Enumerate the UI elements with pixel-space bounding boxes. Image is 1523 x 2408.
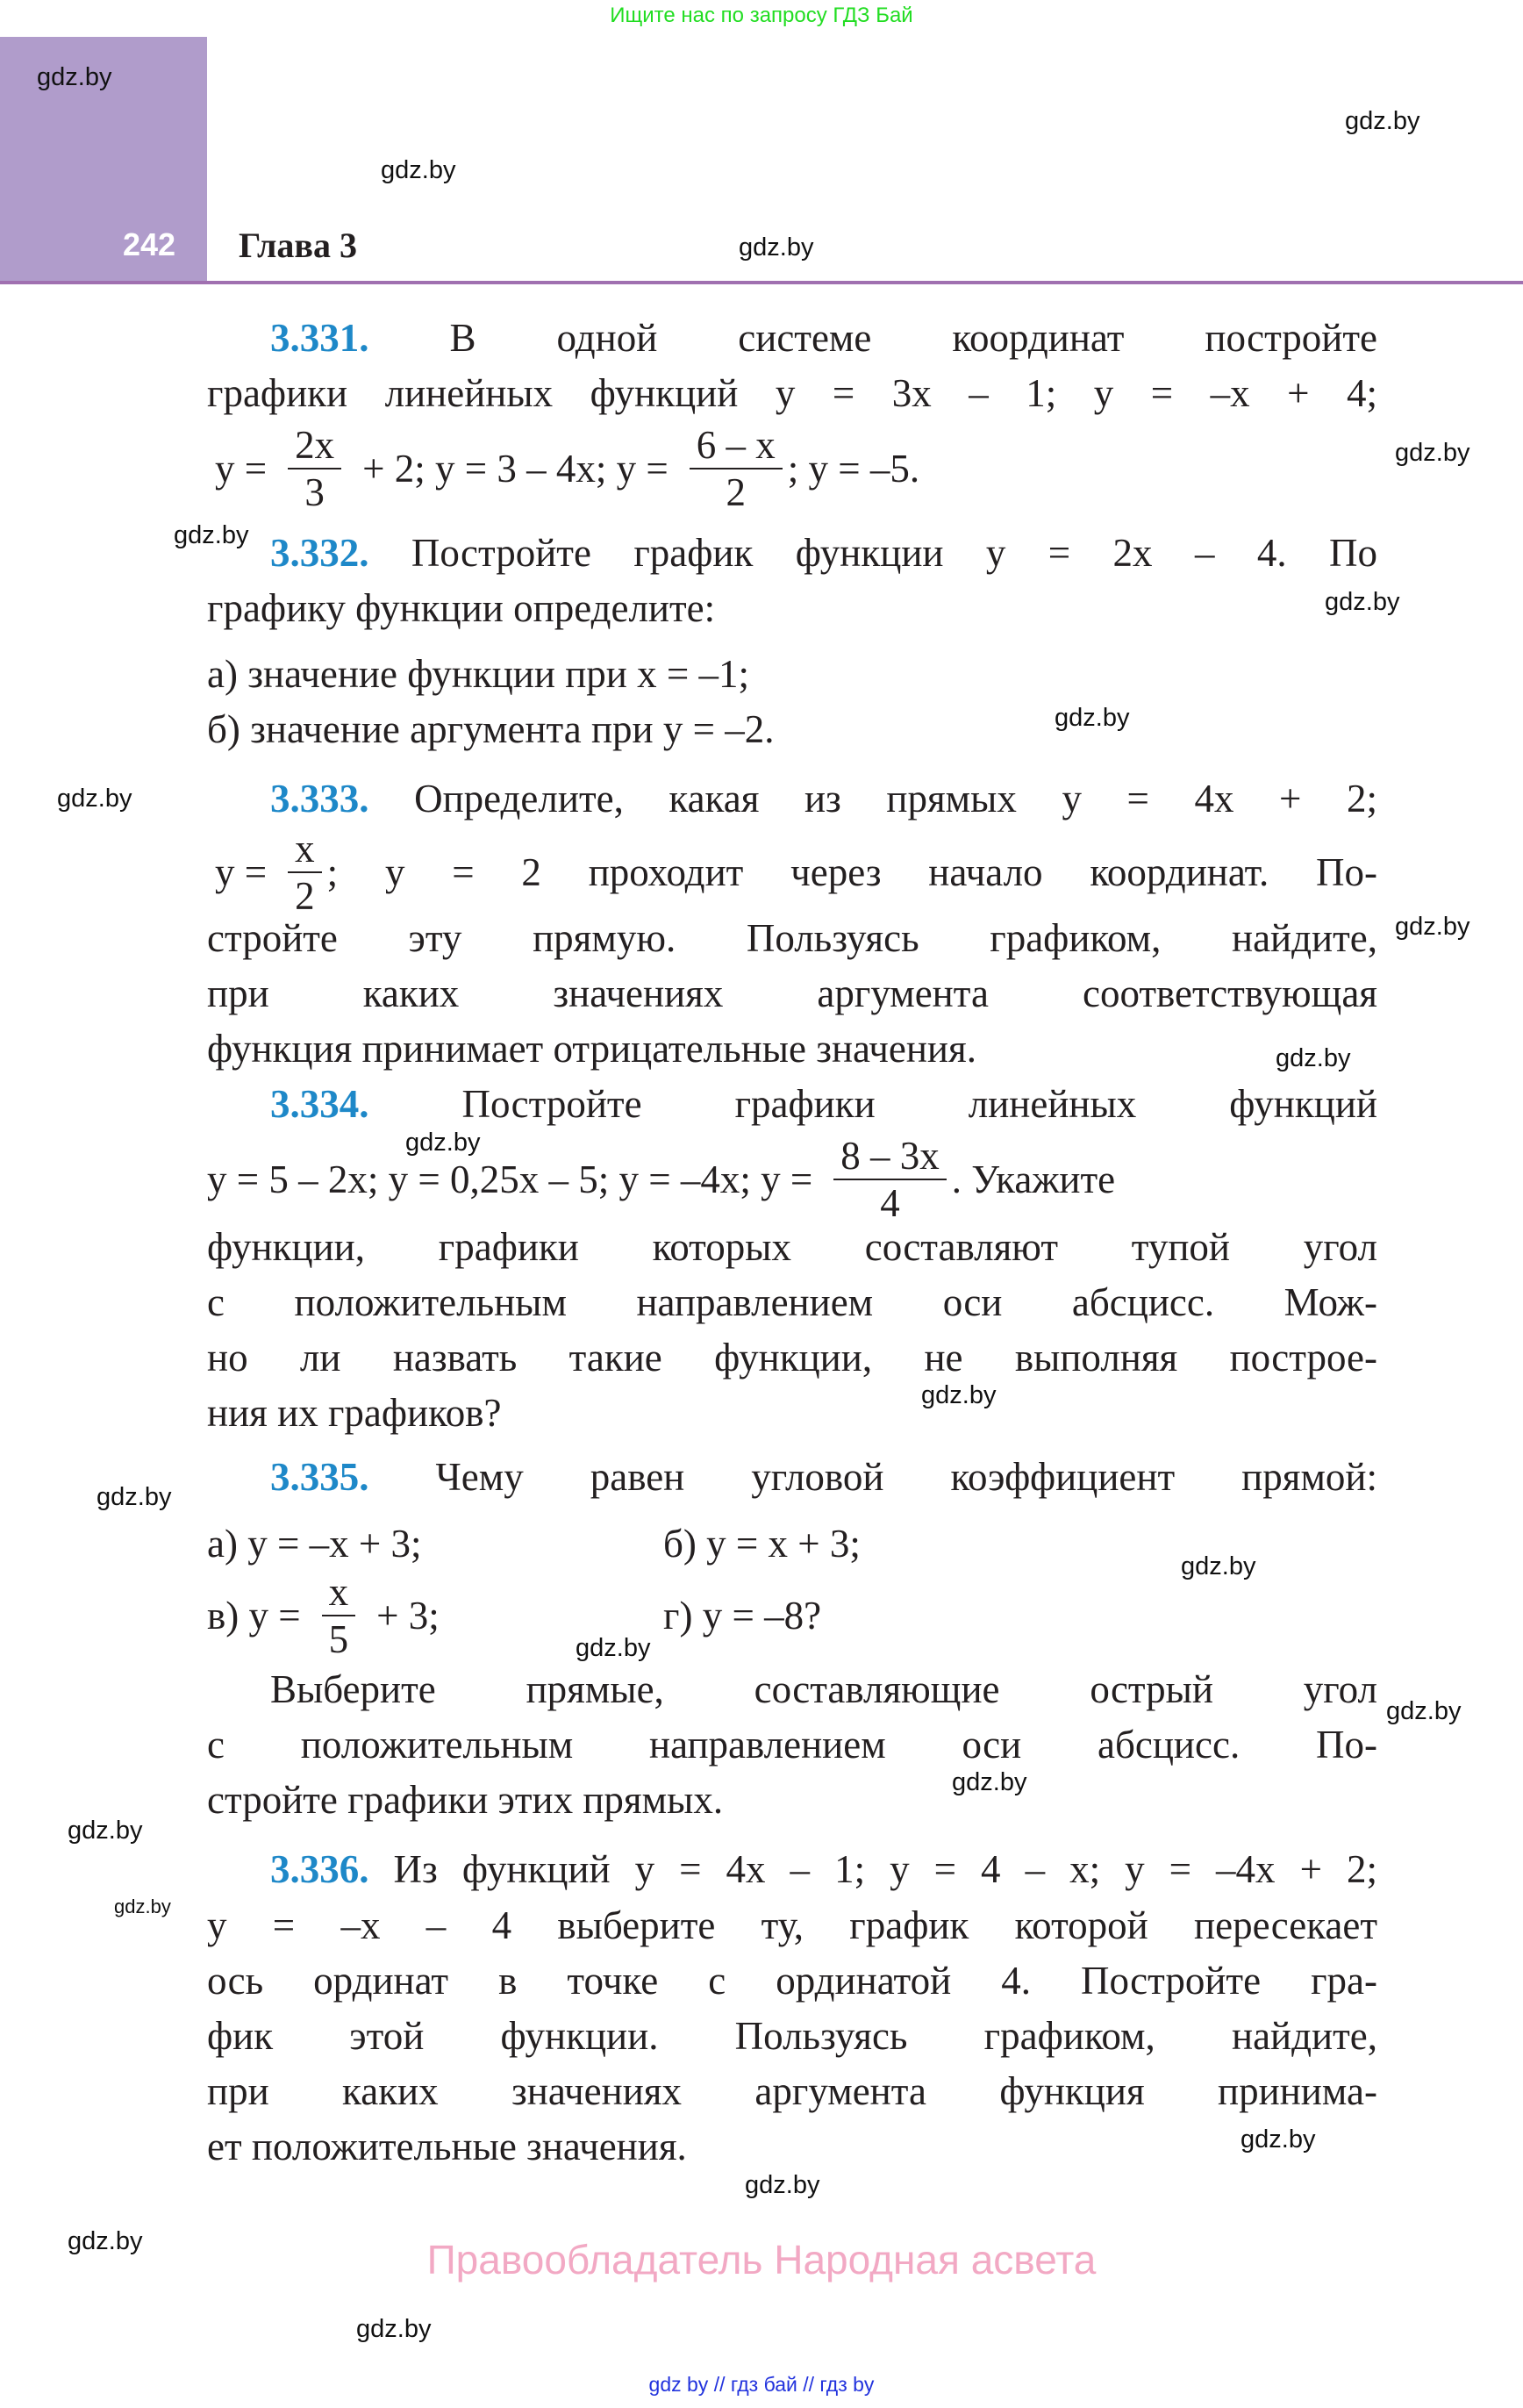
- problem-number: 3.335.: [270, 1455, 369, 1499]
- watermark: gdz.by: [381, 156, 456, 184]
- watermark: gdz.by: [1276, 1044, 1351, 1072]
- problem-3-334-line: ния их графиков?: [207, 1391, 502, 1435]
- problem-3-336-line: при каких значениях аргумента функция принима-: [207, 2069, 1377, 2113]
- problem-3-335-line: [270, 1451, 1377, 1503]
- watermark: gdz.by: [1395, 439, 1470, 467]
- watermark: gdz.by: [68, 1817, 143, 1845]
- problem-3-332-item-b: б) значение аргумента при y = –2.: [207, 707, 775, 751]
- text: . Укажите: [951, 1157, 1116, 1201]
- watermark: gdz.by: [1386, 1697, 1462, 1725]
- problem-3-333-line: функция принимает отрицательные значения.: [207, 1027, 976, 1071]
- problem-3-331-formula-line: [215, 416, 1385, 521]
- problem-3-335-line: стройте графики этих прямых.: [207, 1778, 724, 1822]
- problem-number: 3.336.: [270, 1847, 369, 1891]
- problem-3-334-line: но ли назвать такие функции, не выполняя построе-: [207, 1336, 1377, 1380]
- header-rule: [0, 281, 1523, 284]
- watermark: gdz.by: [745, 2171, 820, 2199]
- text: Чему равен угловой коэффициент прямой:: [435, 1455, 1378, 1499]
- problem-number: 3.331.: [270, 316, 369, 360]
- problem-3-331-line: [270, 312, 1377, 364]
- numerator: 8 – 3x: [833, 1133, 947, 1180]
- item-v: в) y =: [207, 1594, 301, 1638]
- chapter-title: Глава 3: [239, 226, 357, 265]
- watermark: gdz.by: [952, 1768, 1027, 1796]
- problem-3-335-line: с положительным направлением оси абсцисс. По-: [207, 1723, 1377, 1767]
- watermark: gdz.by: [68, 2227, 143, 2255]
- watermark: gdz.by: [921, 1381, 997, 1409]
- problem-3-333-formula-line: [215, 820, 1377, 925]
- watermark: gdz.by: [1345, 107, 1420, 135]
- watermark: gdz.by: [1395, 913, 1470, 941]
- watermark: gdz.by: [57, 785, 132, 813]
- watermark: gdz.by: [1181, 1552, 1256, 1580]
- denominator: 5: [328, 1617, 349, 1661]
- denominator: 2: [726, 470, 747, 514]
- denominator: 4: [880, 1181, 900, 1225]
- item-a: а) y = –x + 3;: [207, 1522, 422, 1566]
- page-number: 242: [123, 226, 176, 262]
- problem-3-336-line: фик этой функции. Пользуясь графиком, найдите,: [207, 2014, 1377, 2058]
- problem-3-333-line: [270, 772, 1377, 825]
- numerator: 2x: [288, 422, 341, 469]
- watermark: gdz.by: [405, 1129, 481, 1157]
- copyright-holder: Правообладатель Народная асвета: [426, 2237, 1097, 2283]
- item-b: б) y = x + 3;: [663, 1522, 861, 1566]
- watermark: gdz.by: [1325, 588, 1400, 616]
- problem-3-333-line: стройте эту прямую. Пользуясь графиком, найдите,: [207, 916, 1377, 960]
- denominator: 3: [304, 470, 325, 514]
- fraction: [288, 422, 341, 515]
- watermark: gdz.by: [97, 1483, 172, 1511]
- problem-number: 3.332.: [270, 531, 369, 575]
- problem-3-336-line: [270, 1843, 1377, 1896]
- problem-3-331-line: графики линейных функций y = 3x – 1; y = –x + 4;: [207, 371, 1377, 415]
- top-note: Ищите нас по запросу ГДЗ Бай: [610, 4, 913, 27]
- watermark: gdz.by: [739, 233, 814, 262]
- watermark: gdz.by: [174, 521, 249, 549]
- text: ; y = –5.: [787, 447, 920, 491]
- text: + 2; y = 3 – 4x; y =: [362, 447, 669, 491]
- problem-number: 3.333.: [270, 777, 369, 821]
- problem-3-334-line: с положительным направлением оси абсцисс. Мож-: [207, 1280, 1377, 1324]
- problem-3-333-line: при каких значениях аргумента соответствующая: [207, 971, 1377, 1015]
- text: Из функций y = 4x – 1; y = 4 – x; y = –4x + 2;: [393, 1847, 1377, 1891]
- problem-3-336-line: y = –x – 4 выберите ту, график которой пересекает: [207, 1903, 1377, 1947]
- text: Определите, какая из прямых y = 4x + 2;: [414, 777, 1378, 821]
- text: y = 5 – 2x; y = 0,25x – 5; y = –4x; y =: [207, 1157, 813, 1201]
- watermark: gdz.by: [37, 63, 112, 91]
- footer-links[interactable]: gdz by // гдз бай // гдз by: [648, 2373, 875, 2396]
- item-g: г) y = –8?: [663, 1594, 822, 1638]
- fraction: [322, 1569, 356, 1662]
- watermark: gdz.by: [1241, 2125, 1316, 2154]
- problem-3-334-formula-line: [207, 1127, 1377, 1232]
- problem-3-332-line: [270, 527, 1377, 579]
- text: y =: [215, 447, 268, 491]
- numerator: x: [322, 1569, 356, 1616]
- watermark: gdz.by: [576, 1634, 651, 1662]
- numerator: x: [288, 826, 322, 873]
- fraction: [833, 1133, 947, 1226]
- problem-3-336-line: ет положительные значения.: [207, 2125, 687, 2168]
- item-v-tail: + 3;: [376, 1594, 440, 1638]
- watermark: gdz.by: [1055, 704, 1130, 732]
- fraction: [288, 826, 322, 919]
- problem-3-335-line: Выберите прямые, составляющие острый угол: [270, 1667, 1377, 1711]
- problem-3-332-item-a: а) значение функции при x = –1;: [207, 652, 750, 696]
- text: В одной системе координат постройте: [449, 316, 1377, 360]
- problem-3-334-line: [270, 1078, 1377, 1130]
- text: Постройте график функции y = 2x – 4. По: [411, 531, 1378, 575]
- text: ; y = 2 проходит через начало координат. По-: [326, 850, 1377, 894]
- numerator: 6 – x: [690, 422, 783, 469]
- problem-3-334-line: функции, графики которых составляют тупой угол: [207, 1225, 1377, 1269]
- problem-number: 3.334.: [270, 1082, 369, 1126]
- text: Постройте графики линейных функций: [461, 1082, 1377, 1126]
- problem-3-336-line: ось ординат в точке с ординатой 4. Постройте гра-: [207, 1959, 1377, 2003]
- watermark: gdz.by: [114, 1896, 171, 1917]
- denominator: 2: [295, 874, 315, 918]
- text: y =: [215, 850, 268, 894]
- problem-3-332-line: графику функции определите:: [207, 586, 716, 630]
- watermark: gdz.by: [356, 2315, 432, 2343]
- fraction: [690, 422, 783, 515]
